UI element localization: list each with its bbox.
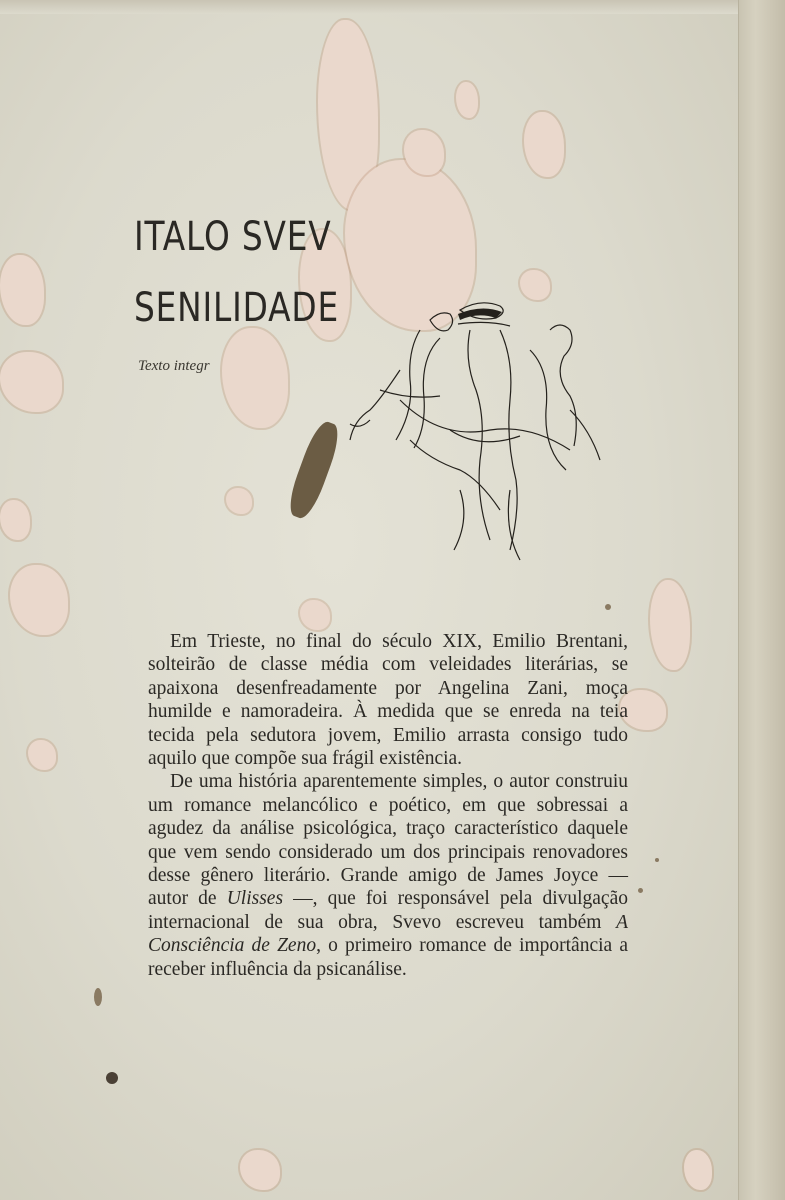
synopsis-text-segment: —, que foi responsável pela divulgação internacional de sua obra, Svevo escreveu também — [148, 888, 628, 933]
author-name: ITALO SVEV — [134, 214, 332, 260]
book-title: SENILIDADE — [134, 285, 339, 331]
book-reference-zeno: A Consciência de Zeno — [148, 911, 628, 957]
book-spine — [738, 0, 785, 1200]
ink-spot — [638, 888, 643, 893]
cover-top-edge — [0, 0, 738, 14]
ink-spot — [605, 604, 611, 610]
ink-spot — [655, 858, 659, 862]
ink-spot — [106, 1072, 118, 1084]
paper-stain — [456, 82, 478, 118]
synopsis-paragraph-1: Em Trieste, no final do século XIX, Emilio Brentani, solteirão de classe média com veleidades literárias, se apaixona desenfreadamente por Angelina Zani, moça humilde e namoradeira. À medida que se enreda na teia tecida pela sedutora jovem, Emilio arrasta consigo tudo aquilo que compõe sua frágil existência. — [148, 631, 628, 770]
book-reference-ulisses: Ulisses — [226, 888, 284, 910]
synopsis-paragraph-2 — [148, 770, 628, 981]
synopsis-text — [148, 630, 628, 981]
ink-sketch-illustration — [340, 290, 620, 580]
synopsis-text-segment: , o primeiro romance de importância a receber influência da psicanálise. — [148, 935, 628, 980]
synopsis-text-segment: De uma história aparentemente simples, o autor construiu um romance melancólico e poético, em que sobressai a agudez da análise psicológica, traço característico daquele que vem sendo considerado um dos principais renovadores desse gênero literário. Grande amigo de James Joyce — autor de — [148, 771, 628, 910]
ink-spot — [94, 988, 102, 1006]
edition-note: Texto integr — [138, 358, 210, 374]
paper-stain — [226, 488, 252, 514]
